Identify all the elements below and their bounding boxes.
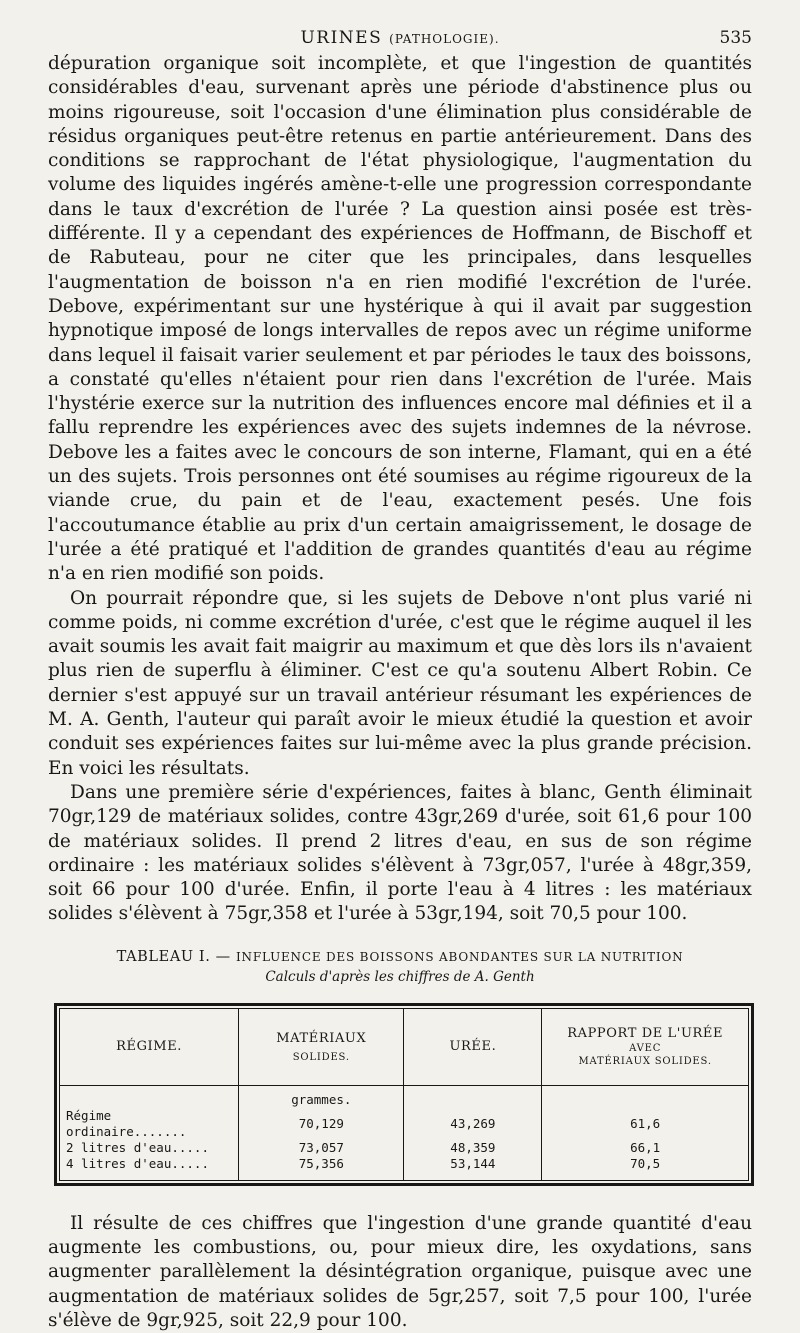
row-uree: 53,144 [404,1156,542,1181]
header-materiaux: MATÉRIAUX SOLIDES. [239,1008,404,1085]
table-caption-label: TABLEAU I. [116,948,211,965]
table-row [60,1156,749,1181]
row-regime: 2 litres d'eau [66,1139,172,1155]
row-rapport: 66,1 [630,1139,661,1155]
row-uree: 43,269 [404,1108,542,1140]
row-leader: ....... [133,1123,187,1139]
table-caption-dash: — [215,948,231,965]
row-regime: 4 litres d'eau [66,1155,172,1171]
row-rapport: 70,5 [630,1155,661,1171]
paragraph-2: On pourrait répondre que, si les sujets de Debove n'ont plus varié ni comme poids, ni comme excrétion d'urée, c'est que le régime auquel il les avait soumis les avait fait maigrir au maximum et que dès lors ils n'avaient plus rien de superflu à éliminer. C'est ce qu'a soutenu Albert Robin. Ce dernier s'est appuyé sur un travail antérieur résumant les expériences de M. A. Genth, l'auteur qui paraît avoir le mieux étudié la question et avoir conduit ses expériences faites sur lui-même avec la plus grande précision. En voici les résultats. [48,587,752,779]
table-row [60,1140,749,1156]
header-rapport: RAPPORT DE L'URÉE AVEC MATÉRIAUX SOLIDES. [542,1008,749,1085]
table-row [60,1108,749,1140]
unit-label: grammes. [239,1085,404,1108]
paragraph-1: dépuration organique soit incomplète, et que l'ingestion de quantités considérables d'eau, survenant après une période d'abstinence plus ou moins rigoureuse, soit l'occasion d'une élimination plus considérable de résidus organiques peut-être retenus en partie antérieurement. Dans des conditions se rapprochant de l'état physiologique, l'augmentation du volume des liquides ingérés amène-t-elle une progression correspondante dans le taux d'excrétion de l'urée ? La question ainsi posée est très-différente. Il y a cependant des expériences de Hoffmann, de Bischoff et de Rabuteau, pour ne citer que les principales, dans lesquelles l'augmentation de boisson n'a en rien modifié l'excrétion de l'urée. Debove, expérimentant sur une hystérique à qui il avait par suggestion hypnotique imposé de longs intervalles de repos avec un régime uniforme dans lequel il faisait varier seulement et par périodes le taux des boissons, a constaté qu'elles n'étaient pour rien dans l'excrétion de l'urée. Mais l'hystérie exerce sur la nutrition des influences encore mal définies et il a fallu reprendre les expériences avec des sujets indemnes de la névrose. Debove les a faites avec le concours de son interne, Flamant, qui en a été un des sujets. Trois personnes ont été soumises au régime rigoureux de la viande crue, du pain et de l'eau, exactement pesés. Une fois l'accoutumance établie au prix d'un certain amaigrissement, le dosage de l'urée a été pratiqué et l'addition de grandes quantités d'eau au régime n'a en rien modifié son poids. [48,53,752,585]
header-uree: URÉE. [404,1008,542,1085]
page [48,24,752,1333]
row-regime: Régime ordinaire [66,1107,134,1139]
table-unit-row [60,1085,749,1108]
running-title [48,28,752,48]
row-solides: 73,057 [239,1140,404,1156]
table-subcaption: Calculs d'après les chiffres de A. Genth [265,968,535,985]
header-regime: RÉGIME. [60,1008,239,1085]
row-leader: ..... [171,1139,209,1155]
page-number: 535 [719,28,752,48]
row-solides: 70,129 [239,1108,404,1140]
closing-paragraph: Il résulte de ces chiffres que l'ingestion d'une grande quantité d'eau augmente les combustions, ou, pour mieux dire, les oxydations, sans augmenter parallèlement la désintégration organique, puisque avec une augmentation de matériaux solides de 5gr,257, soit 7,5 pour 100, l'urée s'élève de 9gr,925, soit 22,9 pour 100. [48,1212,752,1331]
table-caption [48,949,752,965]
table-caption-title: INFLUENCE DES BOISSONS ABONDANTES SUR LA NUTRITION [236,949,684,964]
results-table [59,1008,749,1181]
table-frame [54,1003,754,1186]
row-solides: 75,356 [239,1156,404,1181]
row-uree: 48,359 [404,1140,542,1156]
paragraph-3: Dans une première série d'expériences, faites à blanc, Genth éliminait 70gr,129 de matériaux solides, contre 43gr,269 d'urée, soit 61,6 pour 100 de matériaux solides. Il prend 2 litres d'eau, en sus de son régime ordinaire : les matériaux solides s'élèvent à 73gr,057, l'urée à 48gr,359, soit 66 pour 100 d'urée. Enfin, il porte l'eau à 4 litres : les matériaux solides s'élèvent à 75gr,358 et l'urée à 53gr,194, soit 70,5 pour 100. [48,781,752,925]
table-header-row [60,1008,749,1085]
row-leader: ..... [171,1155,209,1171]
row-rapport: 61,6 [630,1115,661,1131]
running-head [48,24,752,52]
running-title-sub: (PATHOLOGIE). [389,32,500,46]
running-title-main: URINES [300,28,383,48]
